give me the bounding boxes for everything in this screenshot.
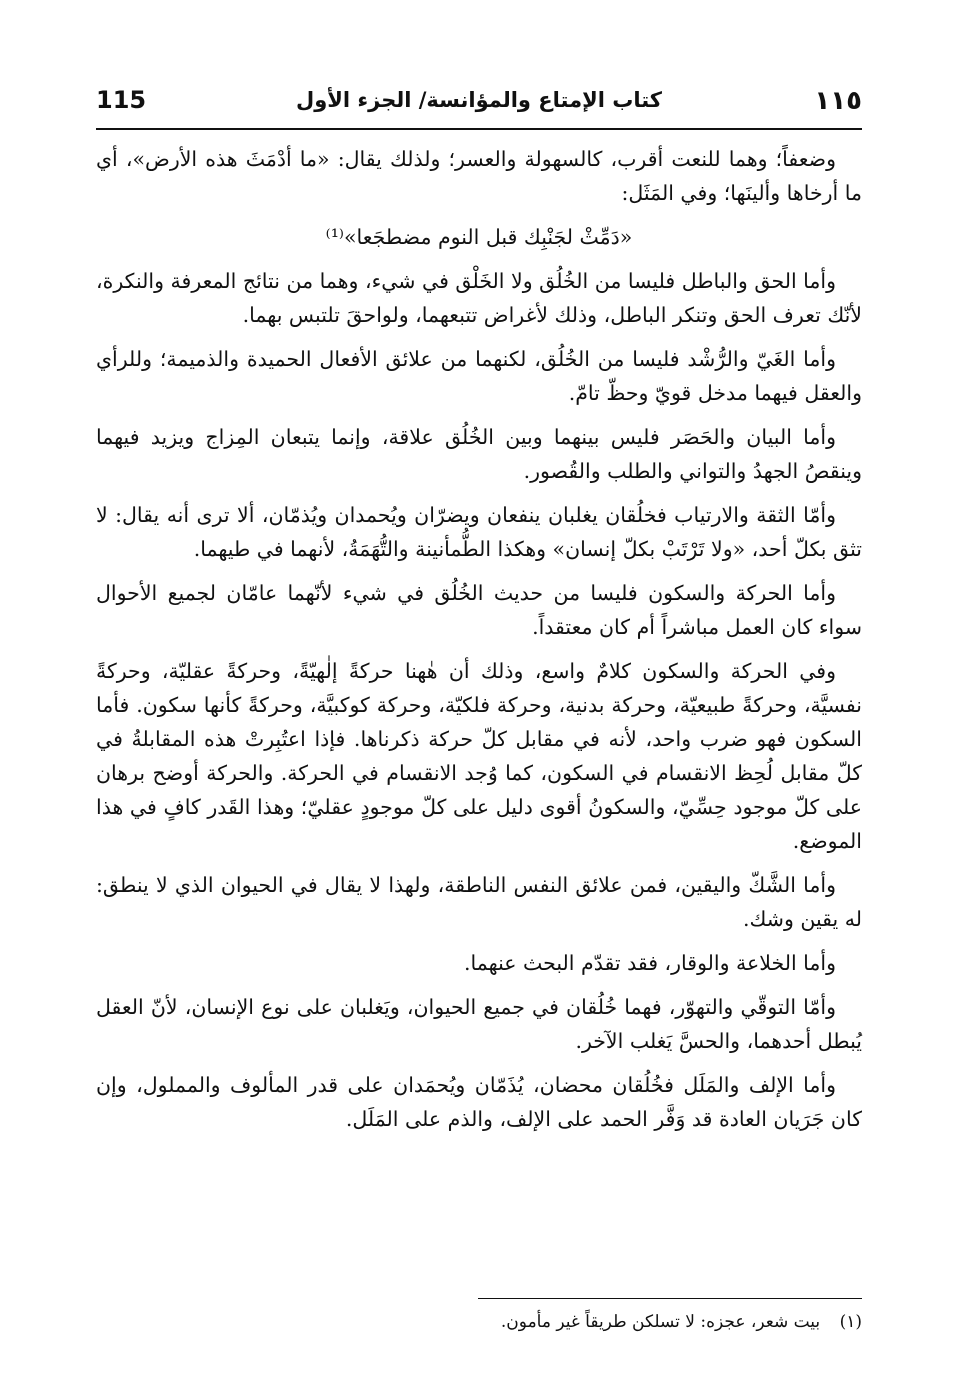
paragraph: وأما الخلاعة والوقار، فقد تقدّم البحث عنهما. [464,951,836,975]
paragraph: وأما الشَّكّ واليقين، فمن علائق النفس الناطقة، ولهذا لا يقال في الحيوان الذي لا ينطق: له يقين وشك. [96,873,862,931]
paragraph: وفي الحركة والسكون كلامٌ واسع، وذلك أن هٰهنا حركةً إلٰهيّةً، وحركةً عقليّة، وحركةً نفسيَّة، وحركةً طبيعيّة، وحركة بدنية، وحركة فلكيّة، وحركة كوكبيَّة، وحركةً كأنها سكون. فأما السكون فهو ضرب واحد، لأنه في مقابل كلّ حركة ذكرناها. فإذا اعتُبِرتْ هذه المقابلةُ في كلّ مقابل لُحِظ الانقسام في السكون، كما وُجد الانقسام في الحركة. والحركة أوضح برهان على كلّ موجود حِسِّيّ، والسكونُ أقوى دليل على كلّ موجودٍ عقليّ؛ وهذا القَدر كافٍ في هذا الموضع. [96,659,862,853]
page-number-latin: 115 [96,86,147,114]
paragraph: وأما البيان والحَصَر فليس بينهما وبين الخُلُق علاقة، وإنما يتبعان المِزاج ويزيد فيهما وينقصُ الجهدُ والتواني والطلب والقُصور. [96,425,862,483]
book-title: كتاب الإمتاع والمؤانسة/ الجزء الأول [295,88,663,112]
paragraph: وأما الإلف والمَلَل فخُلُقان محضان، يُذَمّان ويُحمَدان على قدر المألوف والمملول، وإن كان جَرَيان العادة قد وَفَّر الحمد على الإلف، والذم على المَلَل. [96,1073,862,1131]
footnote-rule [478,1298,862,1299]
verse-line: «دَمِّثْ لجَنْبِك قبل النوم مضطجَعا»⁽¹⁾ [325,225,633,249]
paragraph: وأمّا الثقة والارتياب فخلُقان يغلبان ينفعان ويضرّان ويُحمدان ويُذمّان، ألا ترى أنه يقال: لا تثق بكلّ أحد، «ولا تَرْتَبْ بكلّ إنسان» وهكذا الطُّمأنينة والتُّهَمَةُ، لأنهما في طيهما. [96,503,862,561]
main-text [96,142,862,1146]
paragraph: وأمّا التوقّي والتهوّر، فهما خُلُقان في جميع الحيوان، ويَغلبان على نوع الإنسان، لأنّ العقل يُبطل أحدهما، والحسَّ يَغلب الآخر. [96,995,862,1053]
paragraph: وأما الحق والباطل فليسا من الخُلُق ولا الخَلْق في شيء، وهما من نتائج المعرفة والنكرة، لأنّك تعرف الحق وتنكر الباطل، وذلك لأغراض تتبعهما، ولواحقَ تلتبس بهما. [96,269,862,327]
page-number-arabic: ١١٥ [814,86,862,116]
footnote-text: بيت شعر، عجزه: لا تسلكن طريقاً غير مأمون. [500,1312,821,1332]
header-rule [96,128,862,130]
running-header [96,84,862,124]
footnote [96,1308,862,1336]
paragraph: وأما الحركة والسكون فليسا من حديث الخُلُق في شيء لأنّهما عامّان لجميع الأحوال سواء كان العمل مباشراً أم كان معتقداً. [96,581,862,639]
paragraph: وأما الغَيّ والرُّشْد فليسا من الخُلُق، لكنهما من علائق الأفعال الحميدة والذميمة؛ وللرأي والعقل فيهما مدخل قويّ وحظّ تامّ. [96,347,862,405]
footnote-number: (١) [839,1312,862,1332]
paragraph: وضعفاً؛ وهما للنعت أقرب، كالسهولة والعسر؛ ولذلك يقال: «ما أدْمَثَ هذه الأرض»، أي ما أرخاها وألينَها؛ وفي المَثَل: [96,147,862,205]
